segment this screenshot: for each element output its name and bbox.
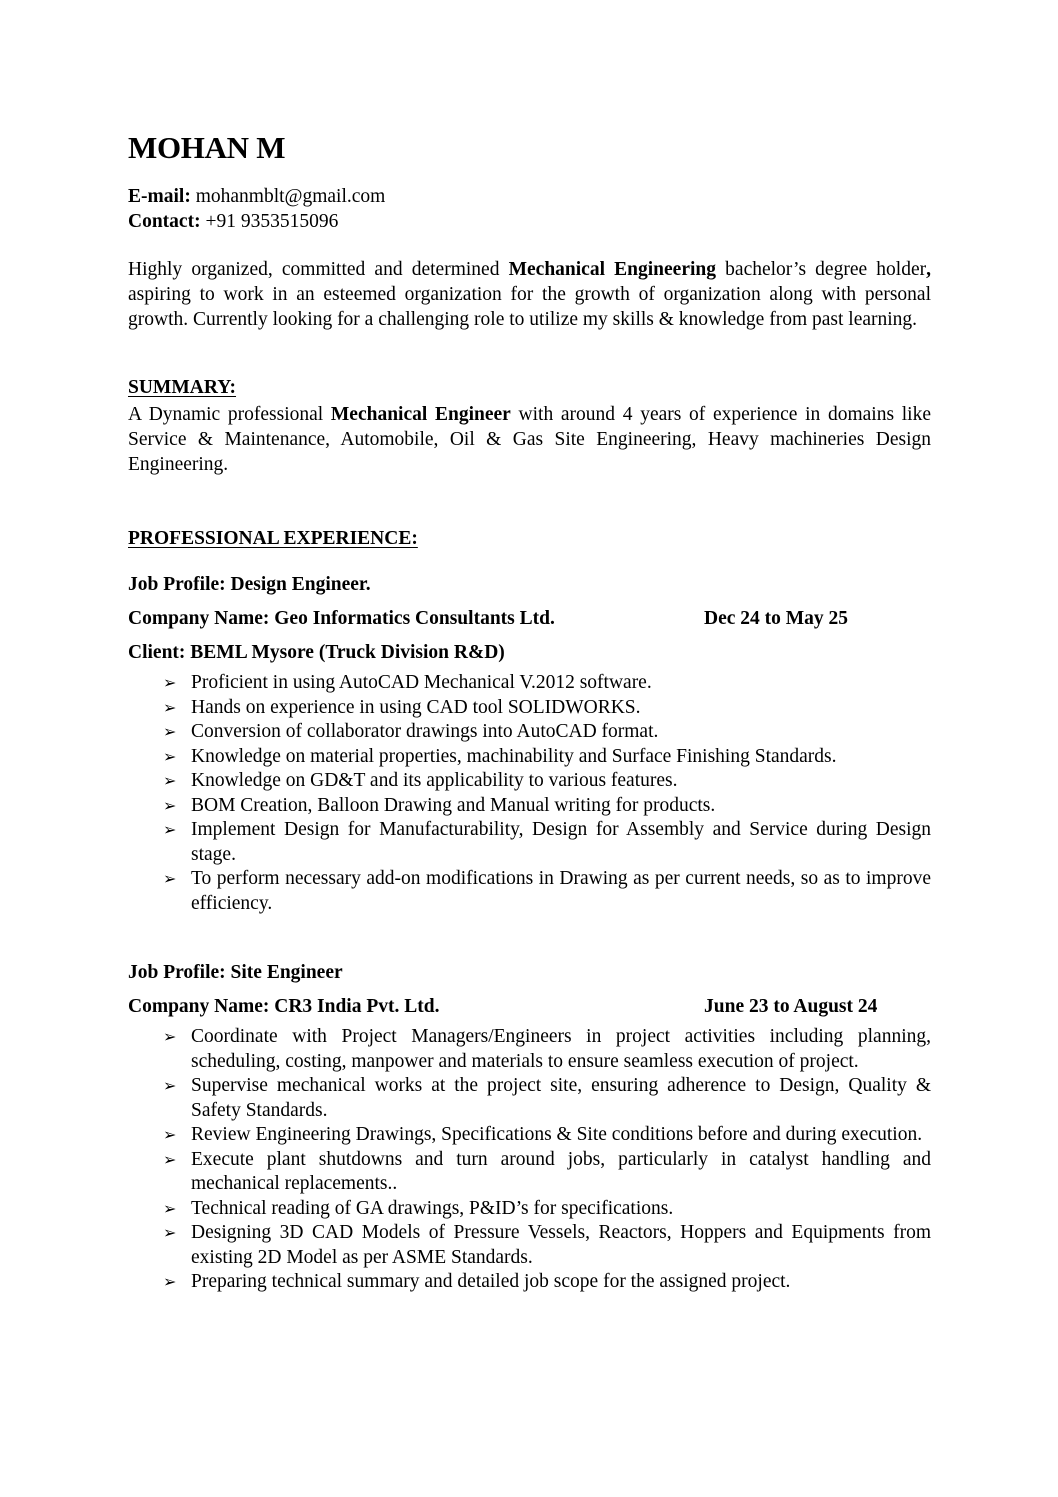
arrow-right-icon: ➢ bbox=[163, 771, 177, 790]
job-profile: Job Profile: Design Engineer. bbox=[128, 574, 371, 595]
bullet-text: Proficient in using AutoCAD Mechanical V.2012 software. bbox=[191, 672, 652, 693]
bullet-text: Supervise mechanical works at the project site, ensuring adherence to Design, Quality & Safety Standards. bbox=[191, 1075, 931, 1121]
summary-text: with around 4 years of experience in domains like Service & Maintenance, Automobile, Oil & Gas Site Engineering, Heavy machineries Design Engineering. bbox=[128, 404, 931, 475]
list-item bbox=[163, 1197, 931, 1222]
objective-text: aspiring to work in an esteemed organization for the growth of organization along with personal growth. Currently looking for a challenging role to utilize my skills & knowledge from past learning. bbox=[128, 284, 931, 330]
arrow-right-icon: ➢ bbox=[163, 1027, 177, 1046]
bullet-text: Designing 3D CAD Models of Pressure Vessels, Reactors, Hoppers and Equipments from existing 2D Model as per ASME Standards. bbox=[191, 1222, 931, 1268]
email-value: mohanmblt@gmail.com bbox=[195, 186, 386, 207]
job-dates: Dec 24 to May 25 bbox=[704, 608, 849, 629]
arrow-right-icon: ➢ bbox=[163, 1198, 177, 1218]
list-item bbox=[163, 696, 931, 721]
bullet-text: Technical reading of GA drawings, P&ID’s for specifications. bbox=[191, 1197, 674, 1219]
job-profile: Job Profile: Site Engineer bbox=[128, 962, 343, 983]
list-item bbox=[163, 818, 931, 867]
objective-comma: , bbox=[926, 259, 931, 280]
company-name: Company Name: Geo Informatics Consultants Ltd. bbox=[128, 608, 555, 629]
list-item bbox=[163, 1123, 931, 1148]
job-entry bbox=[128, 572, 931, 916]
bullet-text: Implement Design for Manufacturability, Design for Assembly and Service during Design stage. bbox=[191, 819, 931, 865]
summary-paragraph bbox=[128, 402, 931, 477]
arrow-right-icon: ➢ bbox=[163, 869, 177, 888]
arrow-right-icon: ➢ bbox=[163, 795, 177, 815]
job-bullets bbox=[128, 671, 931, 916]
bullet-text: Conversion of collaborator drawings into AutoCAD format. bbox=[191, 721, 659, 742]
arrow-right-icon: ➢ bbox=[163, 1125, 177, 1144]
bullet-text: BOM Creation, Balloon Drawing and Manual writing for products. bbox=[191, 794, 716, 816]
arrow-right-icon: ➢ bbox=[163, 746, 177, 766]
bullet-text: Preparing technical summary and detailed job scope for the assigned project. bbox=[191, 1271, 791, 1292]
objective-bold-degree: Mechanical Engineering bbox=[508, 259, 717, 280]
list-item bbox=[163, 1025, 931, 1074]
candidate-name: MOHAN M bbox=[128, 130, 286, 165]
company-line bbox=[128, 994, 931, 1019]
phone-value: +91 9353515096 bbox=[205, 211, 339, 232]
bullet-text: Knowledge on GD&T and its applicability to various features. bbox=[191, 770, 678, 791]
summary-bold-title: Mechanical Engineer bbox=[330, 404, 511, 425]
bullet-text: Knowledge on material properties, machinability and Surface Finishing Standards. bbox=[191, 745, 837, 767]
list-item bbox=[163, 720, 931, 745]
bullet-text: Review Engineering Drawings, Specifications & Site conditions before and during execution. bbox=[191, 1124, 923, 1145]
experience-heading: PROFESSIONAL EXPERIENCE: bbox=[128, 528, 418, 549]
email-line bbox=[128, 184, 931, 209]
summary-heading: SUMMARY: bbox=[128, 377, 237, 398]
contact-label: Contact: bbox=[128, 211, 201, 232]
list-item bbox=[163, 769, 931, 794]
list-item bbox=[163, 1148, 931, 1197]
job-bullets bbox=[128, 1025, 931, 1295]
job-dates: June 23 to August 24 bbox=[704, 996, 878, 1017]
list-item bbox=[163, 1270, 931, 1295]
bullet-text: To perform necessary add-on modifications in Drawing as per current needs, so as to improve efficiency. bbox=[191, 868, 931, 914]
objective-text: bachelor’s degree holder bbox=[716, 259, 927, 280]
job-entry bbox=[128, 960, 931, 1295]
arrow-right-icon: ➢ bbox=[163, 722, 177, 741]
arrow-right-icon: ➢ bbox=[163, 1149, 177, 1169]
company-line bbox=[128, 606, 931, 631]
resume-page bbox=[128, 126, 931, 1295]
arrow-right-icon: ➢ bbox=[163, 820, 177, 839]
summary-text: A Dynamic professional bbox=[128, 404, 331, 425]
list-item bbox=[163, 1074, 931, 1123]
company-name: Company Name: CR3 India Pvt. Ltd. bbox=[128, 996, 440, 1017]
objective-text: Highly organized, committed and determined bbox=[128, 259, 509, 280]
email-label: E-mail: bbox=[128, 186, 191, 207]
arrow-right-icon: ➢ bbox=[163, 1223, 177, 1242]
arrow-right-icon: ➢ bbox=[163, 697, 177, 717]
list-item bbox=[163, 745, 931, 770]
arrow-right-icon: ➢ bbox=[163, 1076, 177, 1095]
list-item bbox=[163, 794, 931, 819]
arrow-right-icon: ➢ bbox=[163, 1272, 177, 1291]
list-item bbox=[163, 671, 931, 696]
list-item bbox=[163, 1221, 931, 1270]
bullet-text: Coordinate with Project Managers/Engineers in project activities including planning, scheduling, costing, manpower and materials to ensure seamless execution of project. bbox=[191, 1026, 931, 1072]
objective-paragraph bbox=[128, 257, 931, 332]
contact-line bbox=[128, 209, 931, 234]
bullet-text: Hands on experience in using CAD tool SOLIDWORKS. bbox=[191, 696, 641, 718]
arrow-right-icon: ➢ bbox=[163, 673, 177, 692]
bullet-text: Execute plant shutdowns and turn around jobs, particularly in catalyst handling and mechanical replacements.. bbox=[191, 1148, 931, 1194]
client-line: Client: BEML Mysore (Truck Division R&D) bbox=[128, 642, 505, 663]
list-item bbox=[163, 867, 931, 916]
